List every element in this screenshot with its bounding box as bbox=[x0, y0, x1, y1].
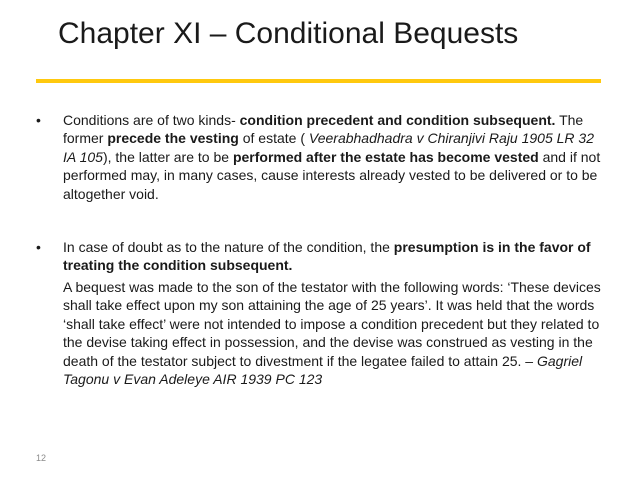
text-run: Conditions are of two kinds- bbox=[63, 112, 240, 128]
example-paragraph bbox=[63, 278, 611, 388]
bold-run: condition precedent and condition subsequent. bbox=[239, 112, 556, 128]
bullet-text bbox=[63, 238, 606, 275]
bold-run: precede the vesting bbox=[107, 130, 239, 147]
text-run: The former bbox=[63, 112, 584, 147]
title-underline bbox=[36, 79, 601, 83]
bullet-item bbox=[36, 238, 606, 275]
page-number: 12 bbox=[36, 453, 47, 463]
bullet-item bbox=[36, 111, 606, 203]
slide-title: Chapter XI – Conditional Bequests bbox=[58, 17, 519, 50]
text-run: In case of doubt as to the nature of the condition, the bbox=[63, 239, 394, 255]
case-citation: Gagriel Tagonu v Evan Adeleye AIR 1939 PC 123 bbox=[63, 352, 583, 388]
bullet-marker: • bbox=[36, 239, 41, 255]
text-run: A bequest was made to the son of the testator with the following words: ‘These devices shall take effect upon my son attaining the age of 25 years’. It was held that the words ‘shall take effect’ were not intended to impose a condition precedent but they related to the devise taking effect in possession, and the devise was construed as vesting in the death of the testator subject to divestment if the legatee failed to attain 25. – bbox=[63, 279, 601, 369]
bullet-text bbox=[63, 111, 606, 203]
bold-run: performed after the estate has become vested bbox=[232, 148, 539, 165]
text-run: and if not performed may, in many cases, cause interests already vested to be delivered or to be altogether void. bbox=[63, 148, 601, 202]
case-citation: Veerabhadhadra v Chiranjivi Raju 1905 LR 32 IA 105 bbox=[63, 130, 594, 165]
bullet-marker: • bbox=[36, 112, 41, 128]
text-run: of estate ( bbox=[238, 130, 309, 147]
text-run: ), the latter are to be bbox=[102, 148, 233, 165]
bold-run: presumption is in the favor of treating the condition subsequent. bbox=[63, 239, 591, 274]
